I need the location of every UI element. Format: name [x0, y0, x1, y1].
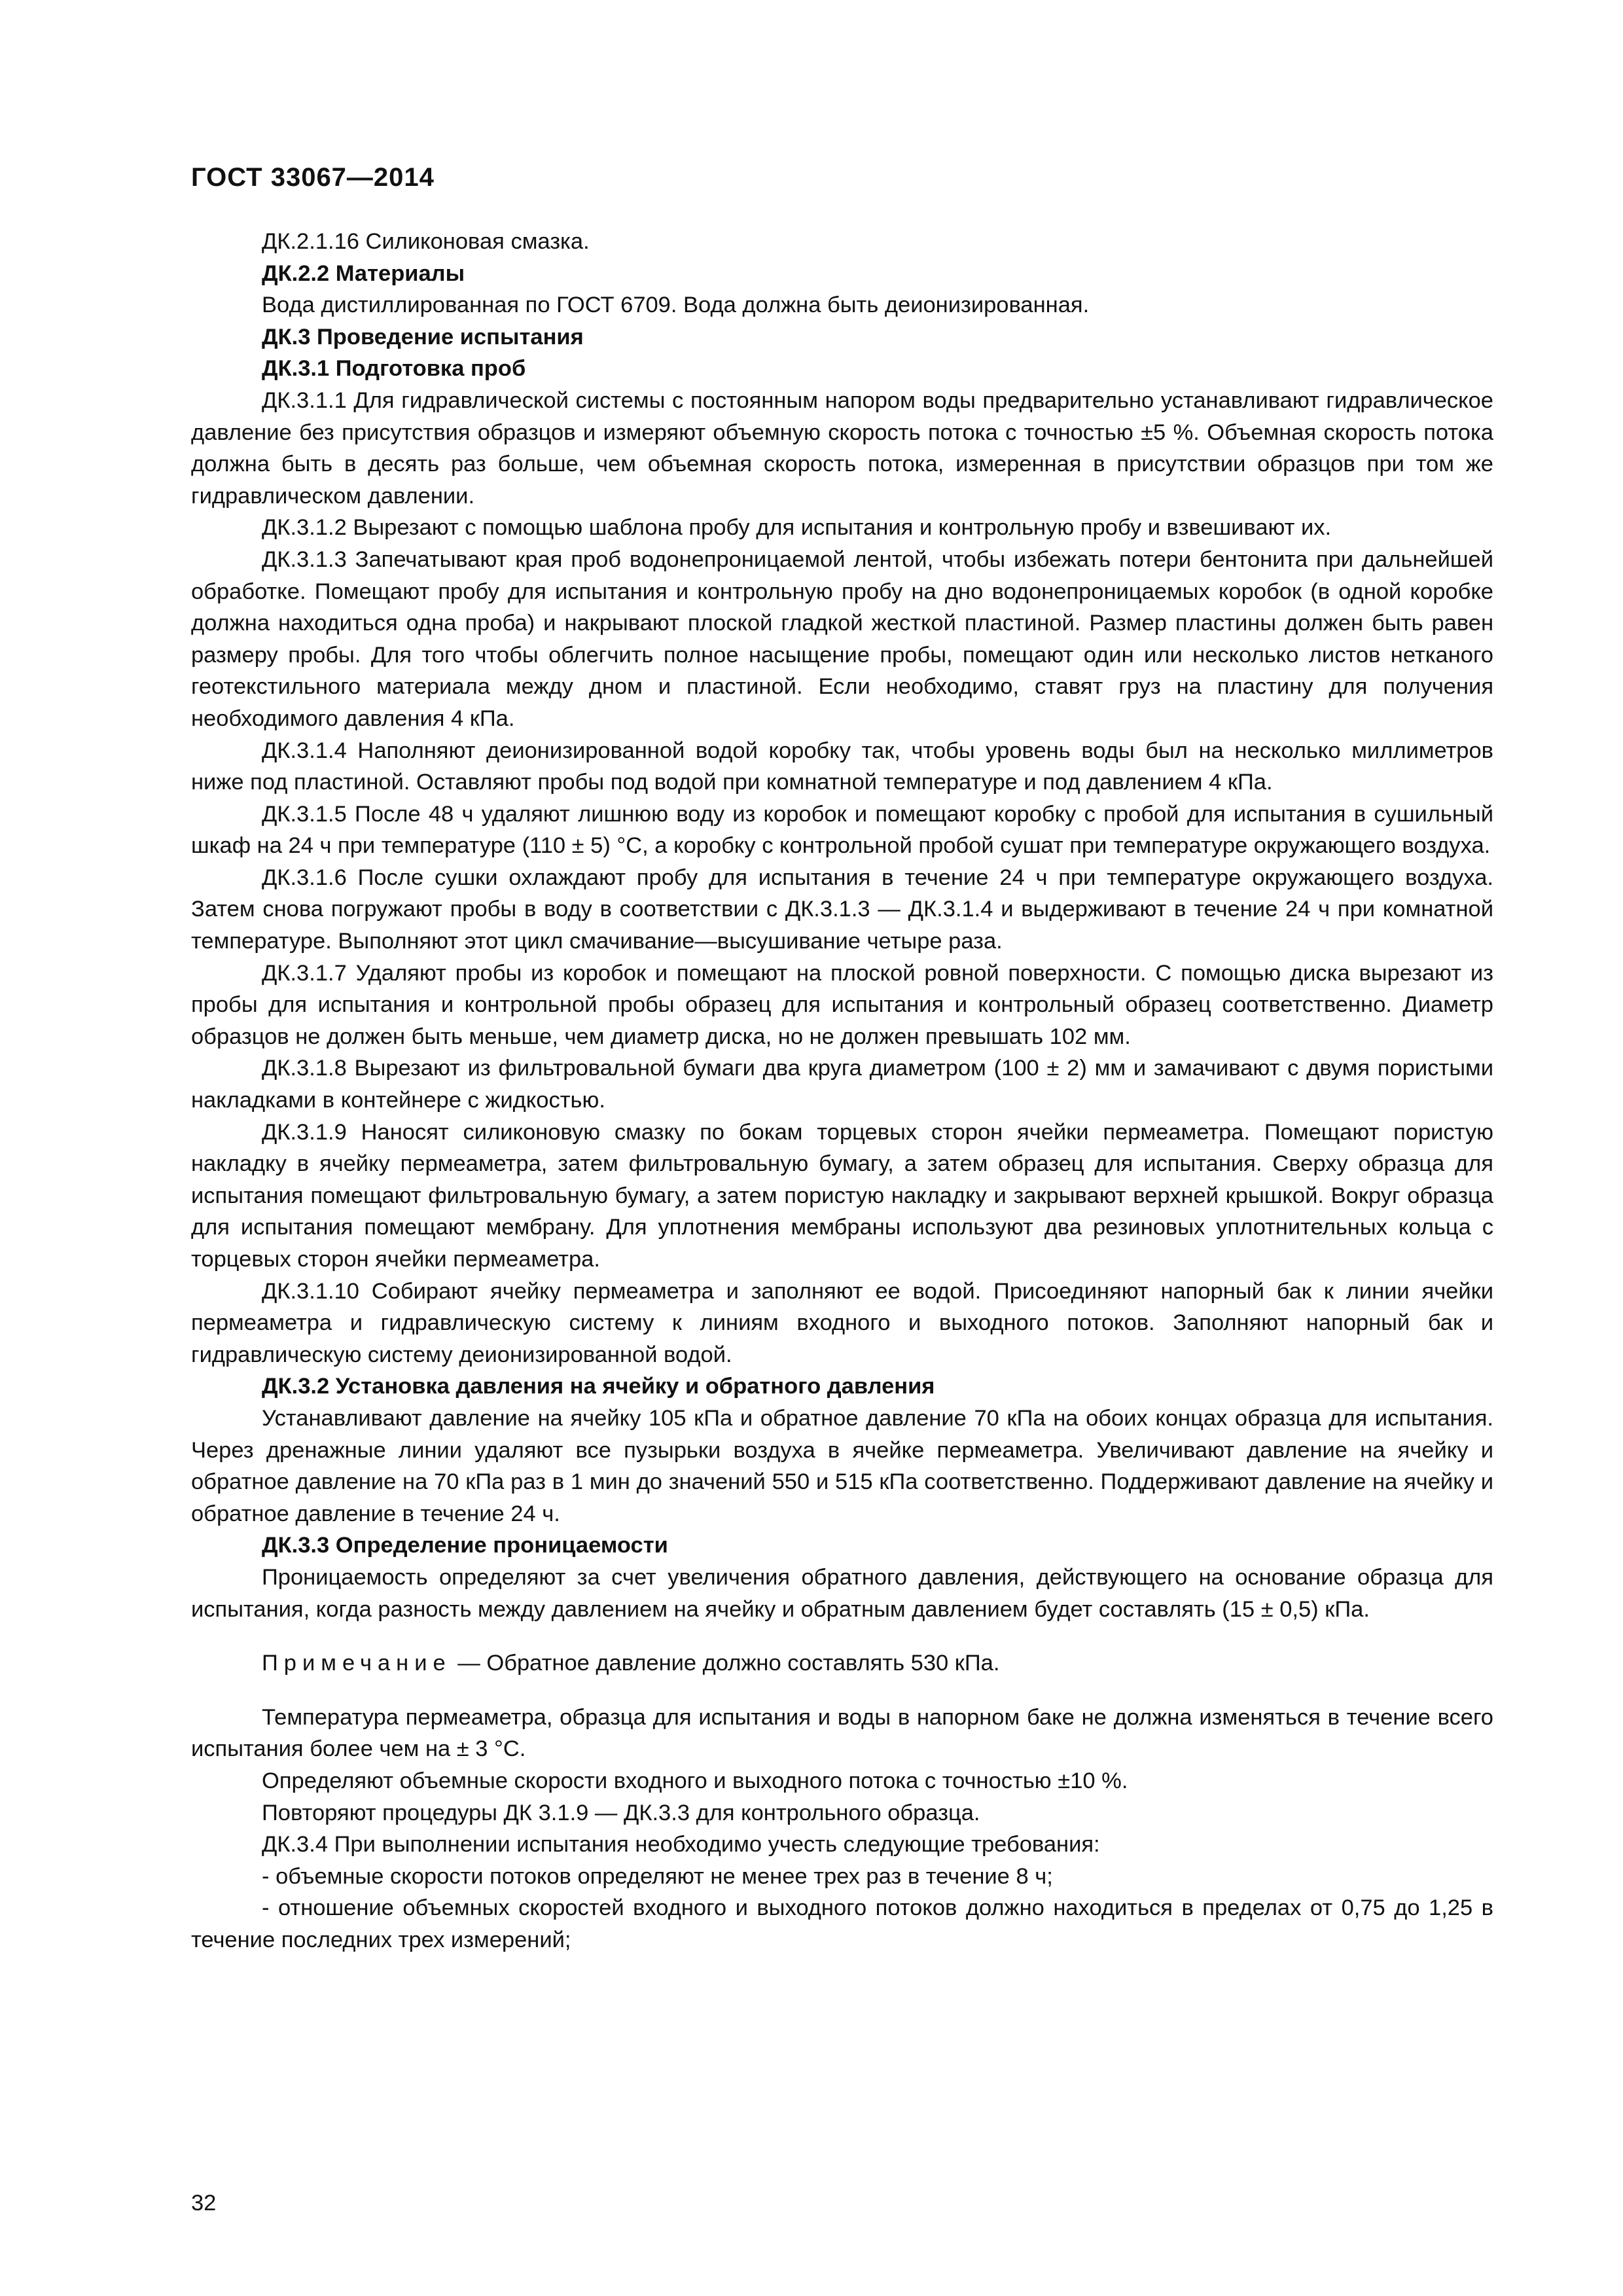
section-heading: ДК.2.2 Материалы	[262, 260, 465, 286]
note-text: — Обратное давление должно составлять 530 кПа.	[451, 1651, 1000, 1676]
paragraph: Температура пермеаметра, образца для испытания и воды в напорном баке не должна изменяться в течение всего испытания более чем на ± 3 °С.	[191, 1704, 1493, 1762]
section-heading: ДК.3.1 Подготовка проб	[262, 356, 526, 382]
paragraph: ДК.3.1.9 Наносят силиконовую смазку по бокам торцевых сторон ячейки пермеаметра. Помещают пористую накладку в ячейку пермеаметра, затем фильтровальную бумагу, а затем образец для испытания. Сверху образца для испытания помещают фильтровальную бумагу, а затем пористую накладку и закрывают верхней крышкой. Вокруг образца для испытания помещают мембрану. Для уплотнения мембраны используют два резиновых уплотнительных кольца с торцевых сторон ячейки пермеаметра.	[191, 1119, 1493, 1272]
paragraph: Вода дистиллированная по ГОСТ 6709. Вода должна быть деионизированная.	[262, 293, 1090, 318]
paragraph: ДК.3.1.8 Вырезают из фильтровальной бумаги два круга диаметром (100 ± 2) мм и замачивают с двумя пористыми накладками в контейнере с жидкостью.	[191, 1056, 1493, 1113]
paragraph: ДК.3.1.5 После 48 ч удаляют лишнюю воду из коробок и помещают коробку с пробой для испытания в сушильный шкаф на 24 ч при температуре (110 ± 5) °С, а коробку с контрольной пробой сушат при температуре окружающего воздуха.	[191, 801, 1493, 859]
paragraph: ДК.3.1.3 Запечатывают края проб водонепроницаемой лентой, чтобы избежать потери бентонита при дальнейшей обработке. Помещают пробу для испытания и контрольную пробу на дно водонепроницаемых коробок (в одной коробке должна находиться одна проба) и накрывают плоской гладкой жесткой пластиной. Размер пластины должен быть равен размеру пробы. Для того чтобы облегчить полное насыщение пробы, помещают один или несколько листов нетканого геотекстильного материала между дном и пластиной. Если необходимо, ставят груз на пластину для получения необходимого давления 4 кПа.	[191, 547, 1493, 731]
paragraph: ДК.3.1.2 Вырезают с помощью шаблона пробу для испытания и контрольную пробу и взвешивают их.	[262, 515, 1332, 541]
paragraph: ДК.3.1.6 После сушки охлаждают пробу для испытания в течение 24 ч при температуре окружающего воздуха. Затем снова погружают пробы в воду в соответствии с ДК.3.1.3 — ДК.3.1.4 и выдерживают в течение 24 ч при комнатной температуре. Выполняют этот цикл смачивание—высушивание четыре раза.	[191, 865, 1493, 954]
note-label: Примечание	[262, 1651, 452, 1676]
document-body	[191, 226, 1493, 1956]
paragraph: ДК.2.1.16 Силиконовая смазка.	[262, 229, 590, 254]
paragraph: Проницаемость определяют за счет увеличения обратного давления, действующего на основание образца для испытания, когда разность между давлением на ячейку и обратным давлением будет составлять (15 ± 0,5) кПа.	[191, 1564, 1493, 1622]
section-heading: ДК.3 Проведение испытания	[262, 324, 584, 350]
standard-header: ГОСТ 33067—2014	[191, 163, 435, 192]
paragraph: ДК.3.1.7 Удаляют пробы из коробок и помещают на плоской ровной поверхности. С помощью диска вырезают из пробы для испытания и контрольной пробы образец для испытания и контрольный образец соответственно. Диаметр образцов не должен быть меньше, чем диаметр диска, но не должен превышать 102 мм.	[191, 960, 1493, 1049]
paragraph: Устанавливают давление на ячейку 105 кПа и обратное давление 70 кПа на обоих концах образца для испытания. Через дренажные линии удаляют все пузырьки воздуха в ячейке пермеаметра. Увеличивают давление на ячейку и обратное давление на 70 кПа раз в 1 мин до значений 550 и 515 кПа соответственно. Поддерживают давление на ячейку и обратное давление в течение 24 ч.	[191, 1405, 1493, 1526]
paragraph: ДК.3.1.4 Наполняют деионизированной водой коробку так, чтобы уровень воды был на несколько миллиметров ниже под пластиной. Оставляют пробы под водой при комнатной температуре и под давлением 4 кПа.	[191, 738, 1493, 795]
list-item: - объемные скорости потоков определяют не менее трех раз в течение 8 ч;	[262, 1863, 1053, 1889]
section-heading: ДК.3.2 Установка давления на ячейку и обратного давления	[262, 1374, 935, 1399]
paragraph: Определяют объемные скорости входного и выходного потока с точностью ±10 %.	[262, 1768, 1128, 1793]
paragraph: Повторяют процедуры ДК 3.1.9 — ДК.3.3 для контрольного образца.	[262, 1800, 980, 1825]
paragraph: ДК.3.1.10 Собирают ячейку пермеаметра и заполняют ее водой. Присоединяют напорный бак к линии ячейки пермеаметра и гидравлическую систему к линиям входного и выходного потоков. Заполняют напорный бак и гидравлическую систему деионизированной водой.	[191, 1278, 1493, 1367]
note	[191, 1647, 1493, 1679]
paragraph: ДК.3.1.1 Для гидравлической системы с постоянным напором воды предварительно устанавливают гидравлическое давление без присутствия образцов и измеряют объемную скорость потока с точностью ±5 %. Объемная скорость потока должна быть в десять раз больше, чем объемная скорость потока, измеренная в присутствии образцов при том же гидравлическом давлении.	[191, 387, 1493, 509]
section-heading: ДК.3.3 Определение проницаемости	[262, 1533, 668, 1558]
page-number: 32	[191, 2191, 217, 2215]
list-item: - отношение объемных скоростей входного и выходного потоков должно находиться в пределах от 0,75 до 1,25 в течение последних трех измерений;	[191, 1895, 1493, 1952]
paragraph: ДК.3.4 При выполнении испытания необходимо учесть следующие требования:	[262, 1832, 1100, 1857]
